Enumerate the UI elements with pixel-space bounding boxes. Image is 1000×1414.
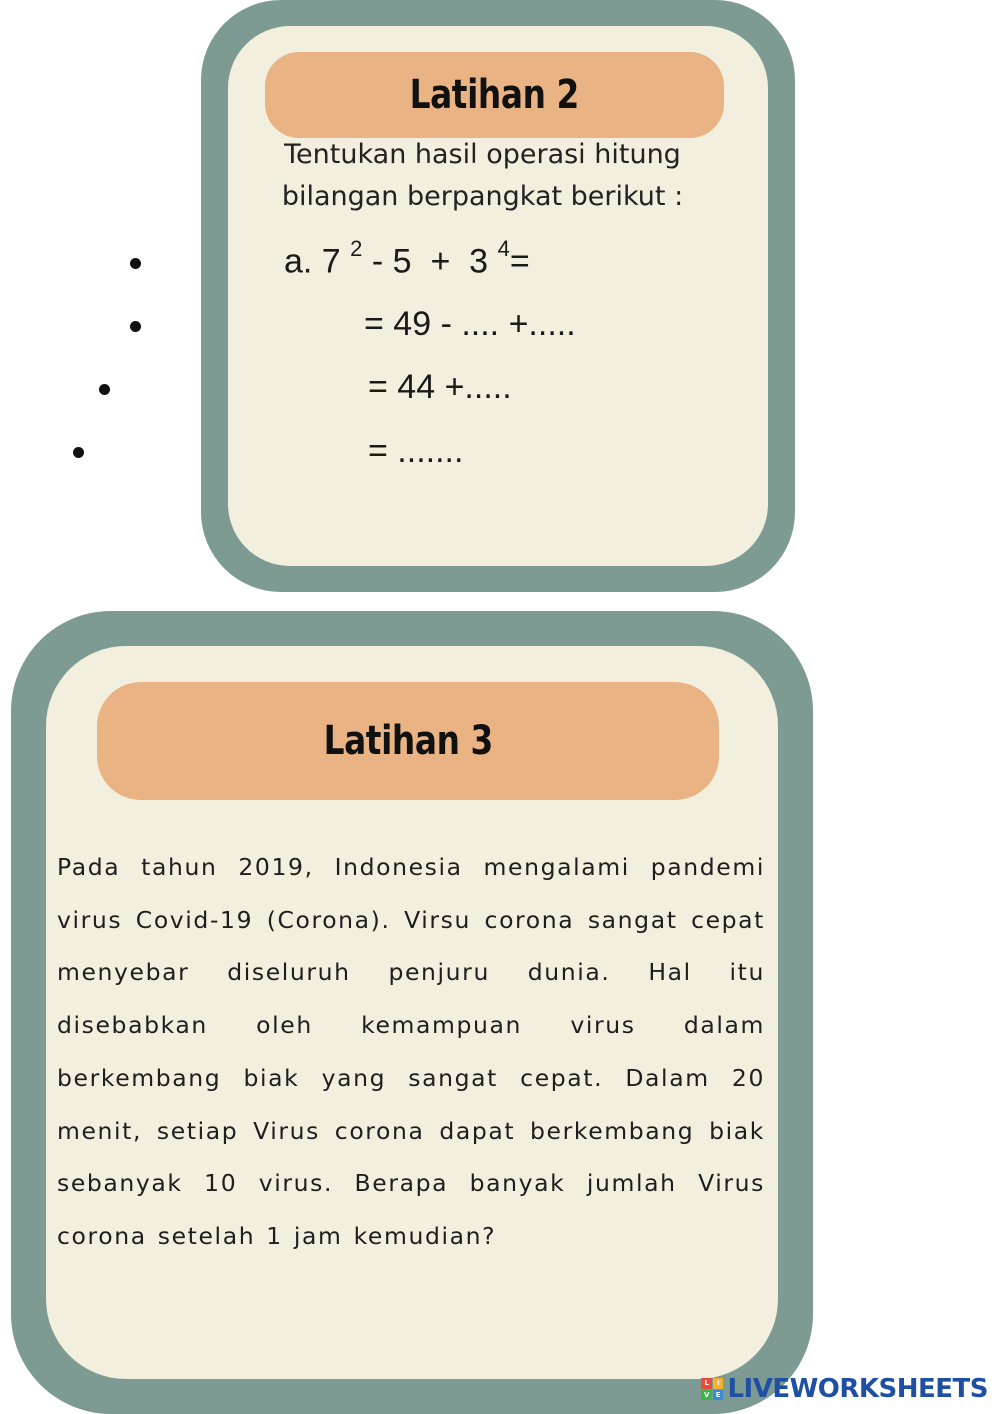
logo-text: LIVEWORKSHEETS [727,1374,988,1404]
bullet-dot [130,258,141,269]
logo-letter: E [713,1390,724,1401]
bullet-dot [99,384,110,395]
logo-letter: V [701,1390,712,1401]
latihan-2-title: Latihan 2 [409,72,580,118]
latihan-3-story: Pada tahun 2019, Indonesia mengalami pandemi virus Covid-19 (Corona). Virsu corona sangat cepat menyebar diseluruh penjuru dunia. Hal itu disebabkan oleh kemampuan virus dalam berkembang biak yang sangat cepat. Dalam 20 menit, setiap Virus corona dapat berkembang biak sebanyak 10 virus. Berapa banyak jumlah Virus corona setelah 1 jam kemudian? [57,853,765,1250]
step-3: = ....... [368,432,464,470]
problem-exponent-1: 2 [350,236,363,261]
latihan-2-instruction [240,134,725,218]
instruction-line-1: Tentukan hasil operasi hitung [284,139,681,170]
problem-suffix: = [509,242,530,281]
liveworksheets-logo [701,1374,988,1404]
logo-letter: I [713,1378,724,1389]
logo-letter: L [701,1378,712,1389]
bullet-dot [73,447,84,458]
problem-middle: - 5 + 3 [362,242,489,281]
instruction-line-2: bilangan berpangkat berikut : [281,181,684,212]
problem-a [284,236,530,281]
logo-mark-icon [701,1378,723,1400]
problem-exponent-2: 4 [497,236,510,261]
bullet-dot [130,321,141,332]
latihan-2-title-pill [265,52,724,138]
problem-prefix: a. 7 [284,242,341,281]
step-1: = 49 - .... +..... [364,305,576,343]
step-2: = 44 +..... [368,368,512,406]
latihan-3-title-pill [97,682,719,800]
latihan-3-title: Latihan 3 [323,718,493,764]
